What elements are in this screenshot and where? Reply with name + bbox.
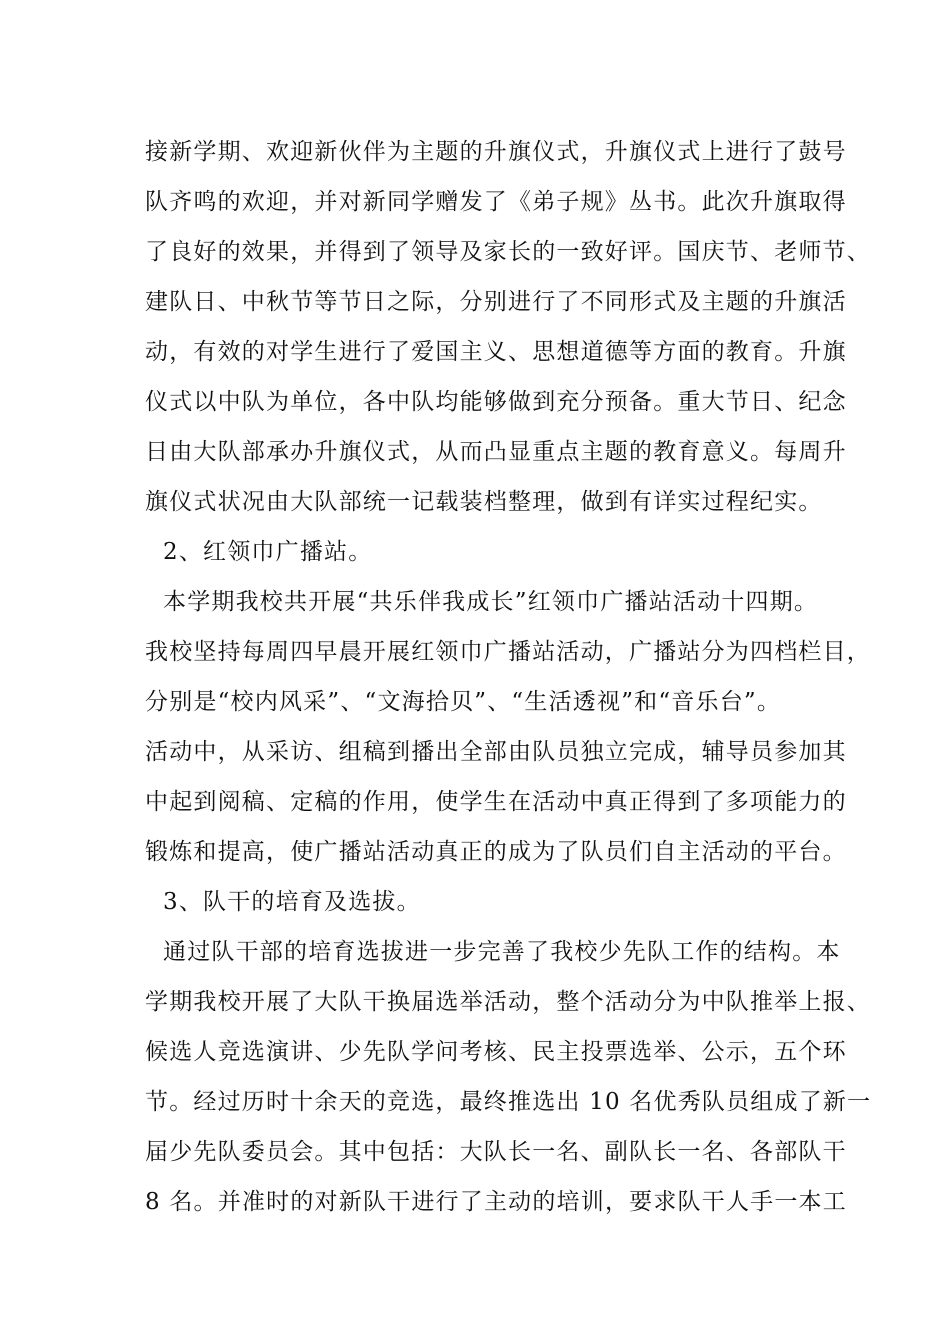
section-heading: 2、红领巾广播站。 (163, 539, 373, 565)
text-line: 我校坚持每周四早晨开展红领巾广播站活动，广播站分为四档栏目， (145, 639, 871, 665)
text-line: 活动中，从采访、组稿到播出全部由队员独立完成，辅导员参加其 (145, 739, 847, 765)
text-line: 了良好的效果，并得到了领导及家长的一致好评。国庆节、老师节、 (145, 239, 871, 265)
text-line: 仪式以中队为单位，各中队均能够做到充分预备。重大节日、纪念 (145, 389, 847, 415)
text-line: 学期我校开展了大队干换届选举活动，整个活动分为中队推举上报、 (145, 989, 871, 1015)
text-line: 通过队干部的培育选拔进一步完善了我校少先队工作的结构。本 (163, 939, 841, 965)
text-line: 日由大队部承办升旗仪式，从而凸显重点主题的教育意义。每周升 (145, 439, 847, 465)
text-line: 队齐鸣的欢迎，并对新同学赠发了《弟子规》丛书。此次升旗取得 (145, 189, 847, 215)
text-line: 届少先队委员会。其中包括：大队长一名、副队长一名、各部队干 (145, 1139, 847, 1165)
section-heading: 3、队干的培育及选拔。 (163, 889, 421, 915)
text-line: 节。经过历时十余天的竞选，最终推选出 10 名优秀队员组成了新一 (145, 1089, 872, 1115)
text-line: 中起到阅稿、定稿的作用，使学生在活动中真正得到了多项能力的 (145, 789, 847, 815)
text-line: 8 名。并准时的对新队干进行了主动的培训，要求队干人手一本工 (145, 1189, 847, 1215)
text-line: 动，有效的对学生进行了爱国主义、思想道德等方面的教育。升旗 (145, 339, 847, 365)
text-line: 接新学期、欢迎新伙伴为主题的升旗仪式，升旗仪式上进行了鼓号 (145, 139, 847, 165)
text-line: 本学期我校共开展“共乐伴我成长”红领巾广播站活动十四期。 (163, 589, 819, 615)
text-line: 候选人竞选演讲、少先队学问考核、民主投票选举、公示，五个环 (145, 1039, 847, 1065)
text-line: 旗仪式状况由大队部统一记载装档整理，做到有详实过程纪实。 (145, 489, 823, 515)
text-line: 分别是“校内风采”、“文海拾贝”、“生活透视”和“音乐台”。 (145, 689, 782, 715)
text-line: 锻炼和提高，使广播站活动真正的成为了队员们自主活动的平台。 (145, 839, 847, 865)
text-line: 建队日、中秋节等节日之际，分别进行了不同形式及主题的升旗活 (145, 289, 847, 315)
